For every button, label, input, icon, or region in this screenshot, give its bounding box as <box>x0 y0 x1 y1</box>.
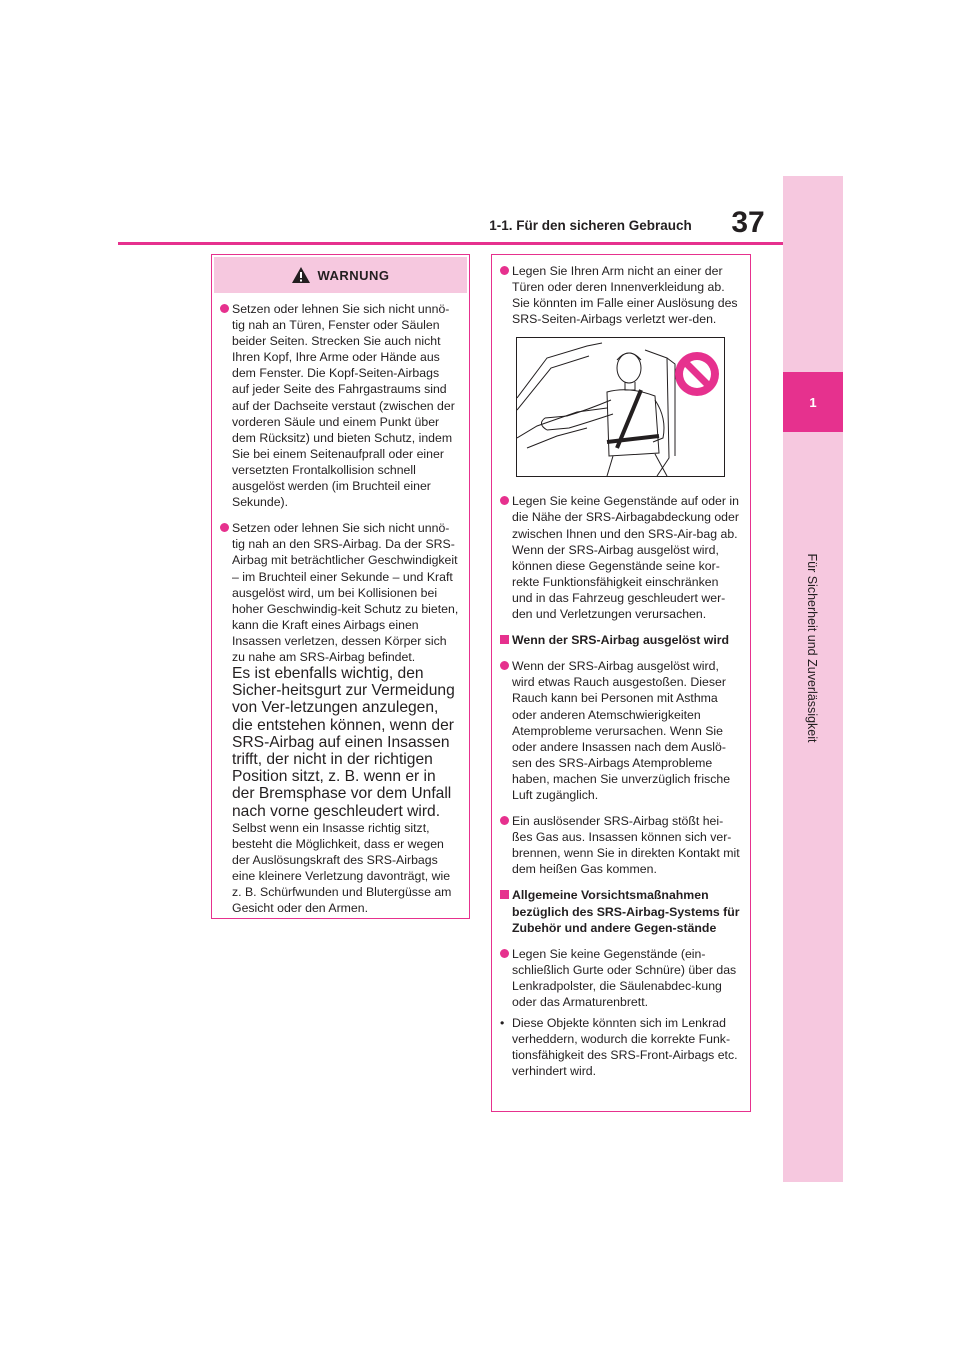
bullet-icon <box>220 304 229 313</box>
warning-triangle-icon <box>291 266 311 284</box>
warning-large-text: Es ist ebenfalls wichtig, den Sicher-heitsgurt zur Vermeidung von Ver-letzungen anzulegen, die entstehen können, wenn der SRS-Airbag auf einen Insassen trifft, der nicht in der richtigen Position sitzt, z. B. wenn er in der Bremsphase vor dem Unfall nach vorne geschleudert wird. <box>232 665 455 820</box>
square-bullet-icon <box>500 890 509 899</box>
chapter-title: Für Sicherheit und Zuverlässigkeit <box>805 553 819 743</box>
section-heading <box>500 887 740 935</box>
list-item <box>500 813 740 877</box>
section-heading-text: Allgemeine Vorsichtsmaßnahmen bezüglich des SRS-Airbag-Systems für Zubehör und andere Gegen-stände <box>512 888 740 935</box>
list-item-text: Ein auslösender SRS-Airbag stößt hei-ßes Gas aus. Insassen können sich ver-brennen, wenn Sie in direkten Kontakt mit dem heißen Gas kommen. <box>512 814 740 877</box>
section-title: 1-1. Für den sicheren Gebrauch <box>489 218 692 233</box>
caution-box <box>491 254 751 1112</box>
warning-bullet-text: Setzen oder lehnen Sie sich nicht unnö-tig nah an Türen, Fenster oder Säulen beider Seiten. Strecken Sie auch nicht Ihren Kopf, Ihre Arme oder Hände aus dem Fenster. Die Kopf-Seiten-Airbags auf jeder Seite des Fahrgastraums sind auf der Dachseite verstaut (zwischen der vorderen Säule und einem Punkt über dem Rücksitz) und bieten Schutz, indem Sie bei einem Seitenaufprall oder einer versetzten Frontalkollision schnell ausgelöst werden (im Bruchteil einer Sekunde). <box>232 302 455 510</box>
list-item-text: Wenn der SRS-Airbag ausgelöst wird, können diese Gegenstände seine kor-rekte Funktionsfähigkeit einschränken und in das Fahrzeug geschleudert wer-den und Verletzungen verursachen. <box>512 542 726 622</box>
passenger-arm-on-door-illustration <box>517 338 724 476</box>
sub-list-item-text: Diese Objekte könnten sich im Lenkrad verheddern, wodurch die korrekte Funk-tionsfähigkeit des SRS-Front-Airbags etc. verhindert wird. <box>512 1016 738 1079</box>
dash-bullet-icon: • <box>500 1016 505 1031</box>
chapter-number-badge: 1 <box>783 372 843 432</box>
warning-closing-text: Selbst wenn ein Insasse richtig sitzt, besteht die Möglichkeit, dass er wegen der Auslösungskraft des SRS-Airbags eine kleinere Verletzung davonträgt, wie z. B. Schürfwunden und Blutergüsse am Gesicht oder den Armen. <box>232 820 452 916</box>
warning-title: WARNUNG <box>317 267 390 283</box>
list-item-text: Legen Sie Ihren Arm nicht an einer der Türen oder deren Innenverkleidung ab. Sie könnten im Falle einer Auslösung des SRS-Seiten-Airbags verletzt wer-den. <box>512 264 738 327</box>
section-heading <box>500 632 740 648</box>
bullet-icon <box>500 266 509 275</box>
warning-bullet <box>220 301 459 510</box>
bullet-icon <box>500 661 509 670</box>
warning-box <box>211 254 470 919</box>
section-heading-text: Wenn der SRS-Airbag ausgelöst wird <box>512 633 730 648</box>
square-bullet-icon <box>500 635 509 644</box>
warning-bullet <box>220 520 459 916</box>
list-item <box>500 263 740 327</box>
bullet-icon <box>500 949 509 958</box>
bullet-icon <box>220 523 229 532</box>
sub-list-item <box>500 1015 740 1079</box>
bullet-icon <box>500 496 509 505</box>
list-item-text: Legen Sie keine Gegenstände auf oder in die Nähe der SRS-Airbagabdeckung oder zwischen Ihnen und den SRS-Air-bag ab. <box>512 494 739 541</box>
list-item-text: Wenn der SRS-Airbag ausgelöst wird, wird etwas Rauch ausgestoßen. Dieser Rauch kann bei Personen mit Asthma oder anderen Atemschwierigkeiten Atemprobleme verursachen. Wenn Sie oder andere Insassen nach dem Auslö-sen des SRS-Airbags Atemprobleme haben, machen Sie unverzüglich frische Luft zugänglich. <box>512 659 731 802</box>
list-item <box>500 493 740 622</box>
warning-header <box>214 257 467 293</box>
list-item-text: Legen Sie keine Gegenstände (ein-schließlich Gurte oder Schnüre) über das Lenkradpolster, die Säulenabdec-kung oder das Armaturenbrett. <box>512 946 737 1009</box>
list-item <box>500 658 740 803</box>
page-number: 37 <box>731 206 765 239</box>
warning-bullet-text: Setzen oder lehnen Sie sich nicht unnö-tig nah an den SRS-Airbag. Da der SRS-Airbag mit beträchtlicher Geschwindigkeit – im Bruchteil einer Sekunde – und Kraft ausgelöst wird, um bei Kollisionen bei hoher Geschwindig-keit Schutz zu bieten, kann die Kraft eines Airbags einen Insassen verletzen, dessen Körper sich zu nahe am SRS-Airbag befindet. <box>232 521 459 664</box>
header-rule <box>118 242 783 245</box>
bullet-icon <box>500 816 509 825</box>
illustration-arm-on-door <box>516 337 725 477</box>
list-item <box>500 946 740 1010</box>
